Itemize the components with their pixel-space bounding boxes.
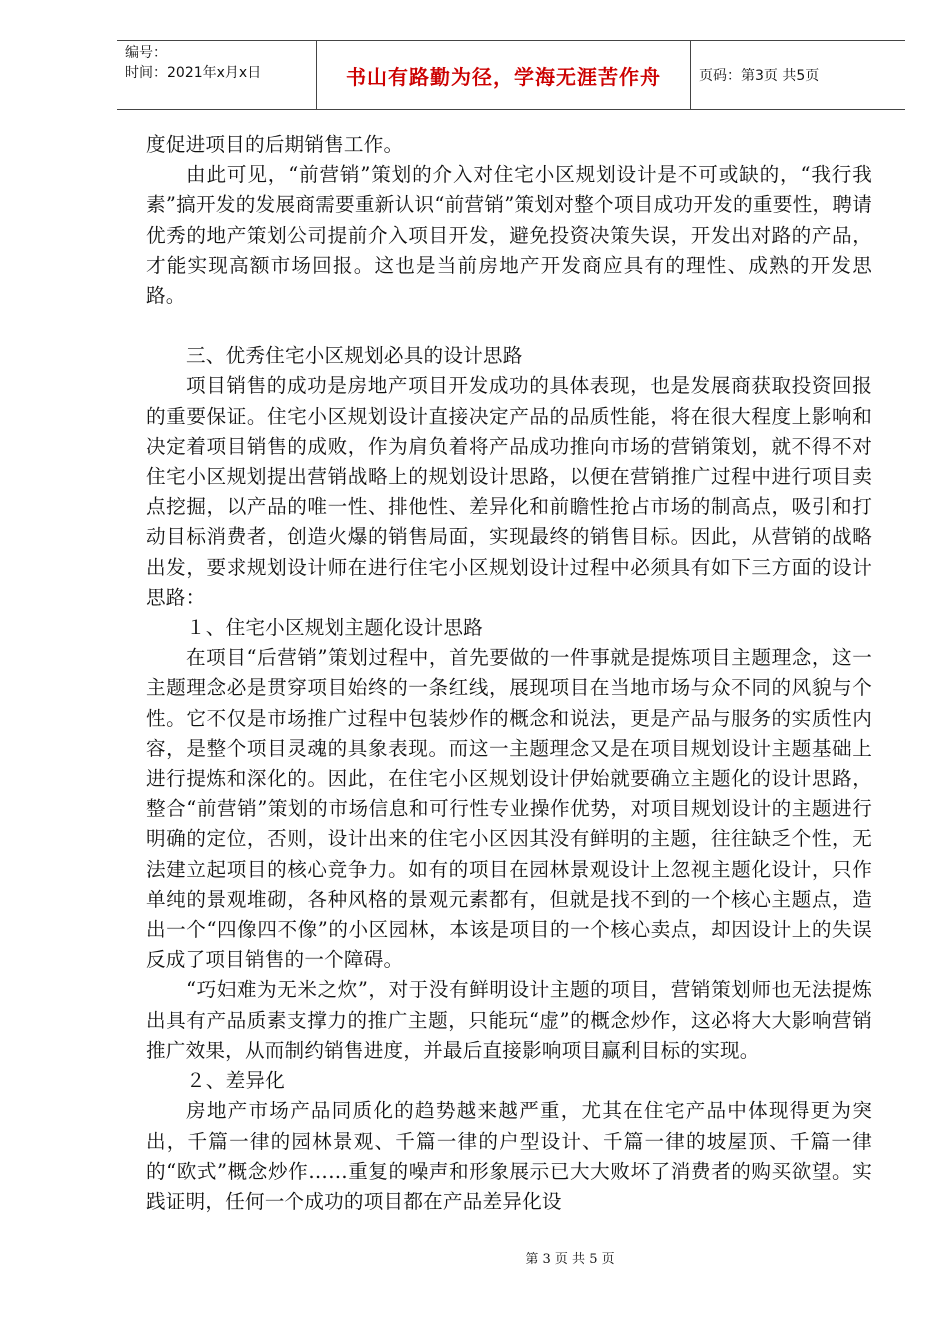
paragraph: 房地产市场产品同质化的趋势越来越严重，尤其在住宅产品中体现得更为突出，千篇一律的园林景观、千篇一律的户型设计、千篇一律的坡屋顶、千篇一律的“欧式”概念炒作……重复的噪声和形象展示已大大败坏了消费者的购买欲望。实践证明，任何一个成功的项目都在产品差异化设 [146, 1099, 872, 1213]
paragraph: “巧妇难为无米之炊”，对于没有鲜明设计主题的项目，营销策划师也无法提炼出具有产品质素支撑力的推广主题，只能玩“虚”的概念炒作，这必将大大影响营销推广效果，从而制约销售进度，并最后直接影响项目赢利目标的实现。 [146, 978, 872, 1062]
paragraph: 项目销售的成功是房地产项目开发成功的具体表现，也是发展商获取投资回报的重要保证。住宅小区规划设计直接决定产品的品质性能，将在很大程度上影响和决定着项目销售的成败，作为肩负着将产品成功推向市场的营销策划，就不得不对住宅小区规划提出营销战略上的规划设计思路，以便在营销推广过程中进行项目卖点挖掘，以产品的唯一性、排他性、差异化和前瞻性抢占市场的制高点，吸引和打动目标消费者，创造火爆的销售局面，实现最终的销售目标。因此，从营销的战略出发，要求规划设计师在进行住宅小区规划设计过程中必须具有如下三方面的设计思路： [146, 374, 872, 609]
footer-page-number: 第 3 页 共 5 页 [525, 1252, 615, 1267]
paragraph-spacer [146, 311, 872, 341]
section-heading: 三、优秀住宅小区规划必具的设计思路 [186, 344, 523, 368]
document-number-label: 编号： [125, 45, 167, 61]
page-header [117, 40, 905, 110]
subsection-heading: １、住宅小区规划主题化设计思路 [186, 616, 483, 640]
header-meta [117, 41, 317, 109]
page-footer [0, 1248, 950, 1267]
header-motto: 书山有路勤为径，学海无涯苦作舟 [346, 64, 661, 89]
document-time-label: 时间：2021年x月x日 [125, 65, 262, 81]
paragraph: 在项目“后营销”策划过程中，首先要做的一件事就是提炼项目主题理念，这一主题理念必是贯穿项目始终的一条红线，展现项目在当地市场与众不同的风貌与个性。它不仅是市场推广过程中包装炒作的概念和说法，更是产品与服务的实质性内容，是整个项目灵魂的具象表现。而这一主题理念又是在项目规划设计主题基础上进行提炼和深化的。因此，在住宅小区规划设计伊始就要确立主题化的设计思路，整合“前营销”策划的市场信息和可行性专业操作优势，对项目规划设计的主题进行明确的定位，否则，设计出来的住宅小区因其没有鲜明的主题，往往缺乏个性，无法建立起项目的核心竞争力。如有的项目在园林景观设计上忽视主题化设计，只作单纯的景观堆砌，各种风格的景观元素都有，但就是找不到的一个核心主题点，造出一个“四像四不像”的小区园林，本该是项目的一个核心卖点，却因设计上的失误反成了项目销售的一个障碍。 [146, 646, 872, 972]
header-page-info: 页码：第3页 共5页 [699, 68, 820, 84]
subsection-heading: ２、差异化 [186, 1069, 285, 1093]
paragraph-continued: 度促进项目的后期销售工作。 [146, 133, 404, 156]
header-motto-cell [317, 41, 691, 109]
paragraph: 由此可见，“前营销”策划的介入对住宅小区规划设计是不可或缺的，“我行我素”搞开发的发展商需要重新认识“前营销”策划对整个项目成功开发的重要性，聘请优秀的地产策划公司提前介入项目开发，避免投资决策失误，开发出对路的产品，才能实现高额市场回报。这也是当前房地产开发商应具有的理性、成熟的开发思路。 [146, 163, 872, 308]
document-body [146, 130, 872, 1217]
